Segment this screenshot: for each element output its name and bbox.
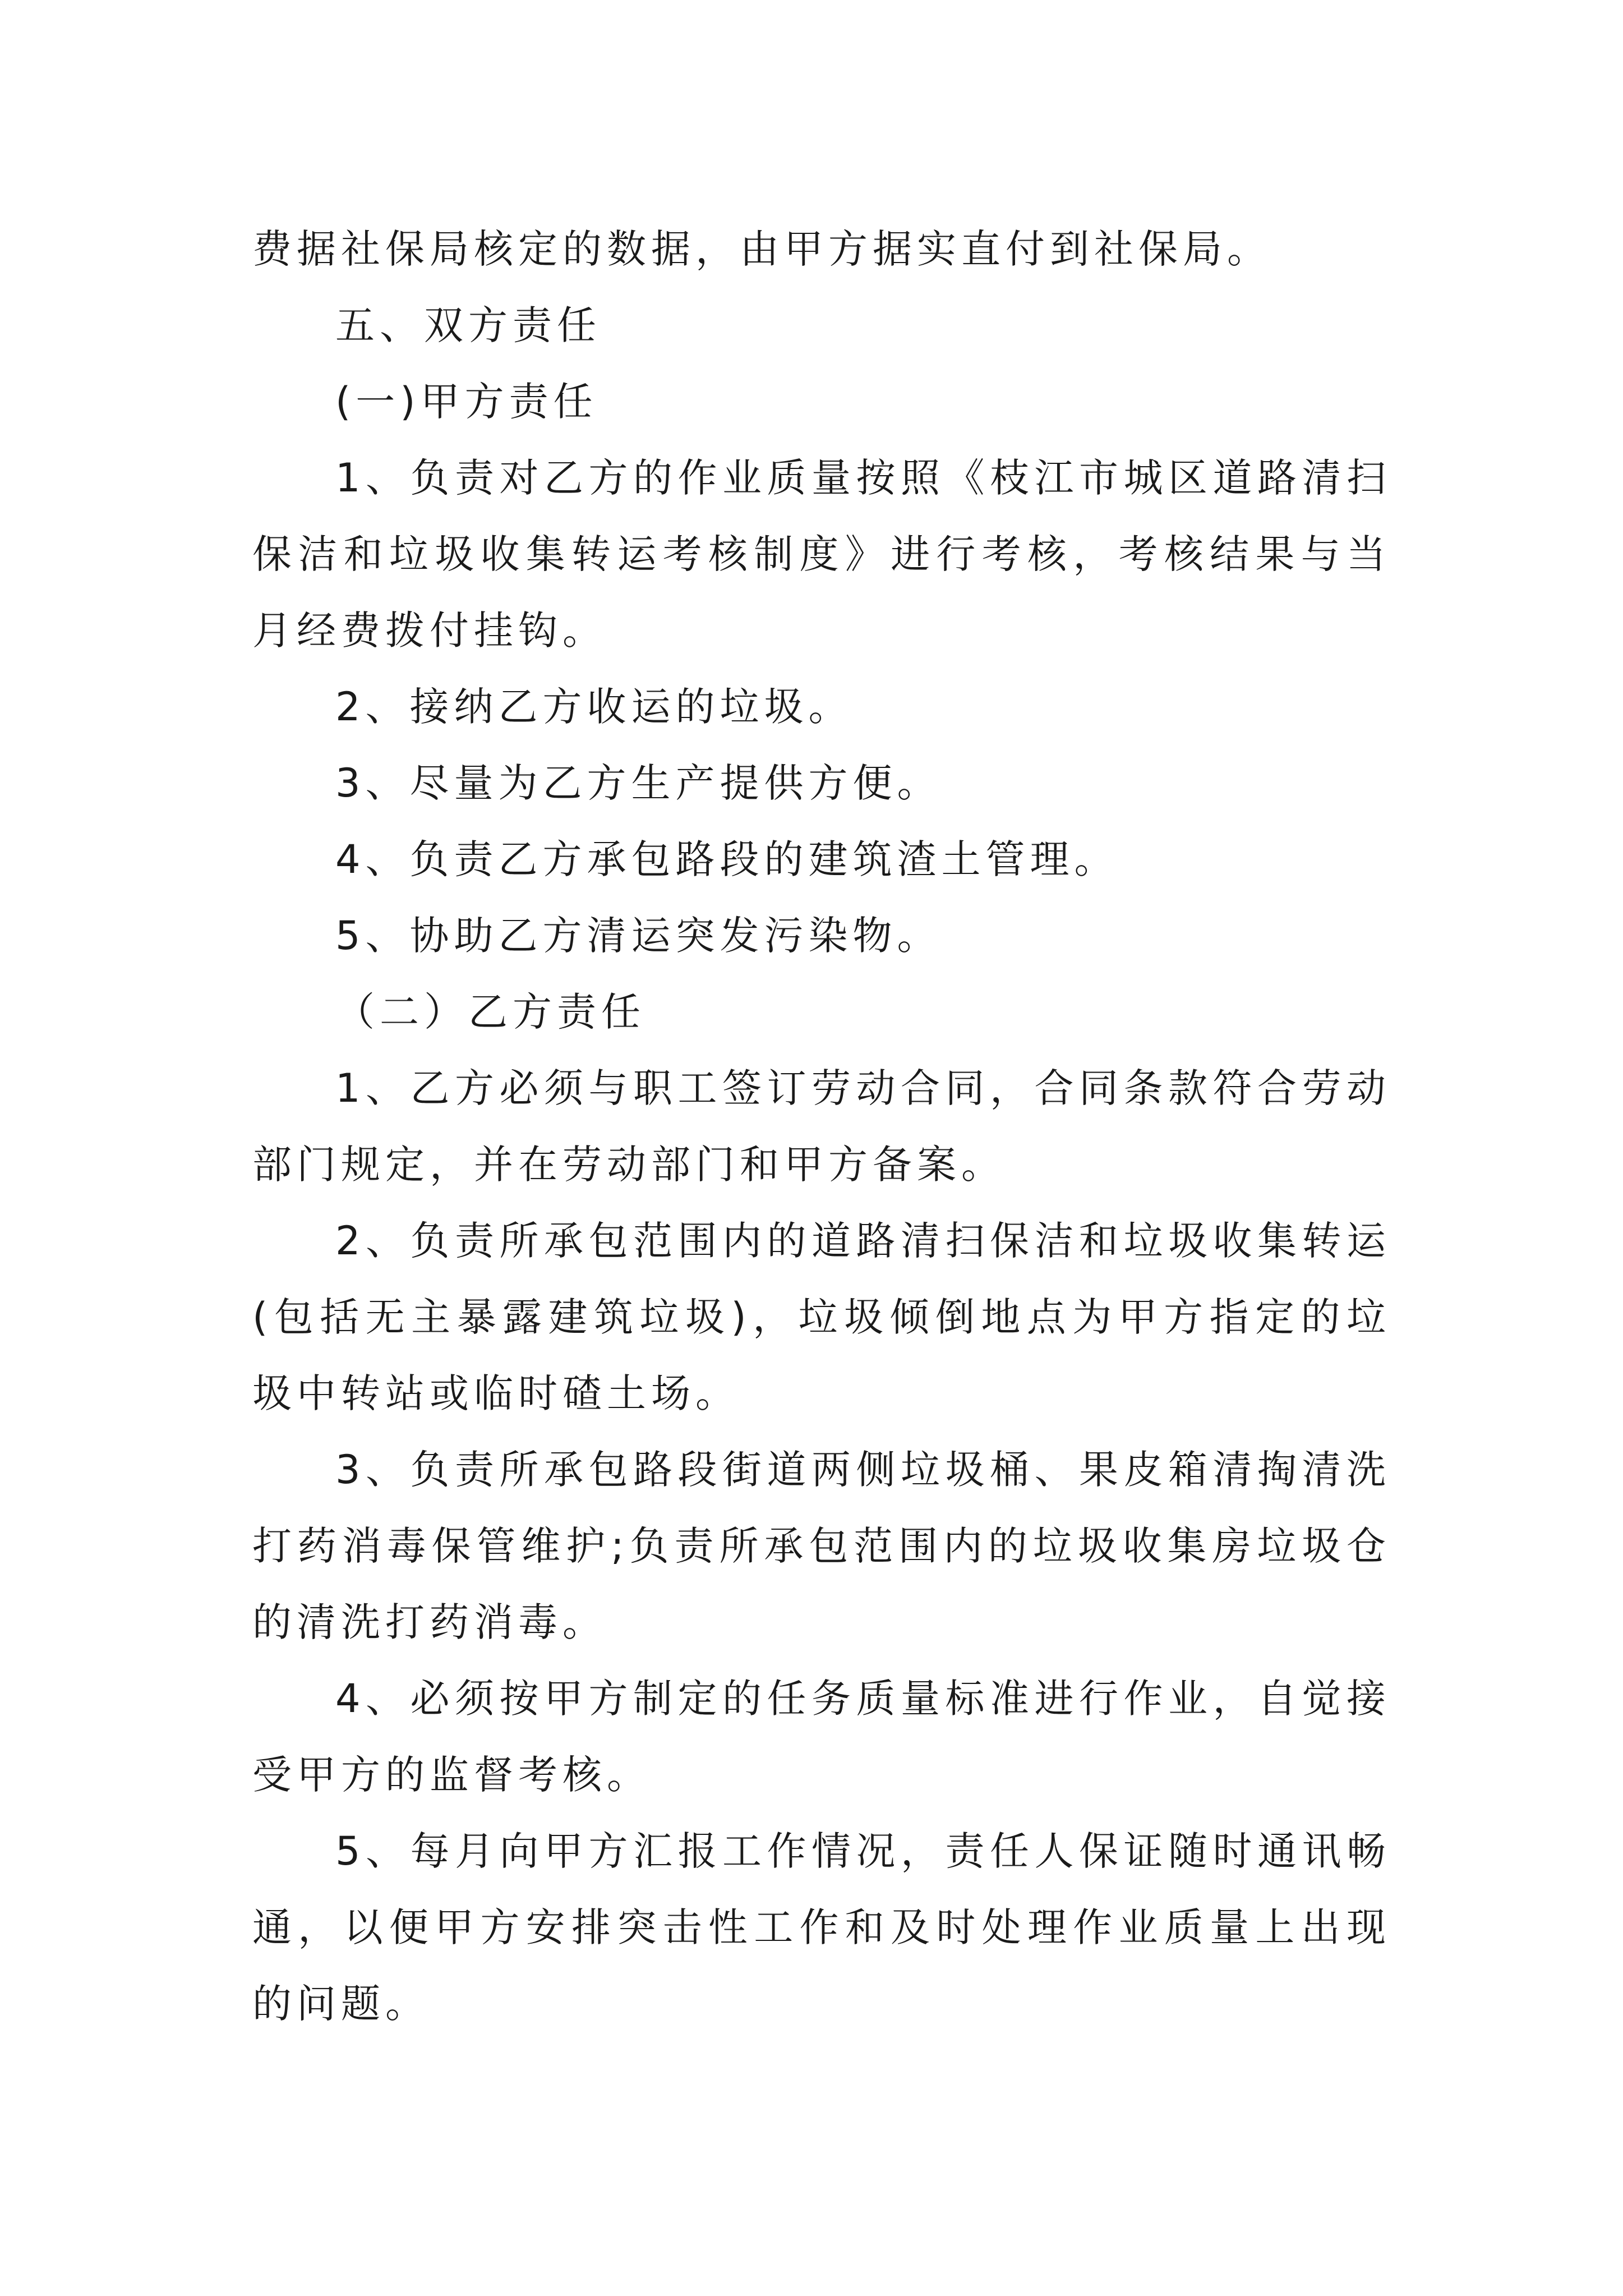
party-b-item-1: 1、乙方必须与职工签订劳动合同，合同条款符合劳动部门规定，并在劳动部门和甲方备案。	[252, 1065, 1391, 1188]
party-b-item-2: 2、负责所承包范围内的道路清扫保洁和垃圾收集转运(包括无主暴露建筑垃圾)，垃圾倾倒地点为甲方指定的垃圾中转站或临时碴土场。	[252, 1218, 1391, 1416]
party-a-item-2: 2、接纳乙方收运的垃圾。	[335, 684, 853, 730]
section-heading-responsibilities: 五、双方责任	[335, 302, 601, 348]
party-b-item-3: 3、负责所承包路段街道两侧垃圾桶、果皮箱清掏清洗打药消毒保管维护;负责所承包范围内的垃圾收集房垃圾仓的清洗打药消毒。	[252, 1447, 1391, 1645]
party-b-item-4: 4、必须按甲方制定的任务质量标准进行作业，自觉接受甲方的监督考核。	[252, 1676, 1391, 1798]
party-a-item-3: 3、尽量为乙方生产提供方便。	[335, 760, 942, 806]
party-a-item-1: 1、负责对乙方的作业质量按照《枝江市城区道路清扫保洁和垃圾收集转运考核制度》进行考核，考核结果与当月经费拨付挂钩。	[252, 455, 1391, 654]
subsection-heading-party-b: （二）乙方责任	[335, 989, 645, 1035]
party-b-item-5: 5、每月向甲方汇报工作情况，责任人保证随时通讯畅通，以便甲方安排突击性工作和及时处理作业质量上出现的问题。	[252, 1828, 1391, 2027]
party-a-item-4: 4、负责乙方承包路段的建筑渣土管理。	[335, 836, 1119, 882]
subsection-heading-party-a: (一)甲方责任	[335, 379, 598, 425]
paragraph-continuation: 费据社保局核定的数据，由甲方据实直付到社保局。	[252, 226, 1271, 272]
party-a-item-5: 5、协助乙方清运突发污染物。	[335, 913, 942, 959]
document-body	[252, 211, 1391, 2042]
